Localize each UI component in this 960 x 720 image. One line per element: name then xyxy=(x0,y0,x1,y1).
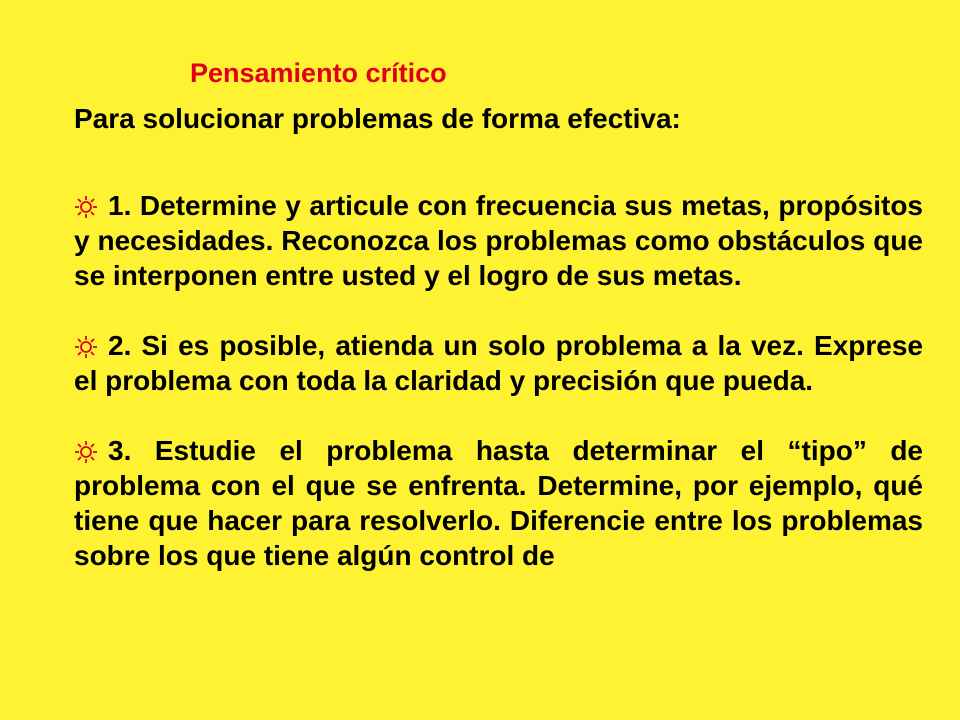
bullet-item-1 xyxy=(74,188,923,293)
slide-subtitle: Para solucionar problemas de forma efectiva: xyxy=(74,103,681,134)
sun-bullet-icon xyxy=(74,188,108,219)
bullet-list xyxy=(74,188,923,608)
bullet-item-2 xyxy=(74,328,923,398)
sun-bullet-icon xyxy=(74,328,108,359)
slide-title: Pensamiento crítico xyxy=(190,58,447,88)
bullet-item-3 xyxy=(74,433,923,573)
bullet-text-3: 3. Estudie el problema hasta determinar el “tipo” de problema con el que se enfrenta. Determine, por ejemplo, qué tiene que hacer para resolverlo. Diferencie entre los problemas sobre los que tiene algún control de xyxy=(74,435,923,571)
bullet-text-1: 1. Determine y articule con frecuencia sus metas, propósitos y necesidades. Reconozca los problemas como obstáculos que se interponen entre usted y el logro de sus metas. xyxy=(74,190,923,291)
sun-bullet-icon xyxy=(74,433,108,464)
bullet-text-2: 2. Si es posible, atienda un solo problema a la vez. Exprese el problema con toda la claridad y precisión que pueda. xyxy=(74,330,923,396)
